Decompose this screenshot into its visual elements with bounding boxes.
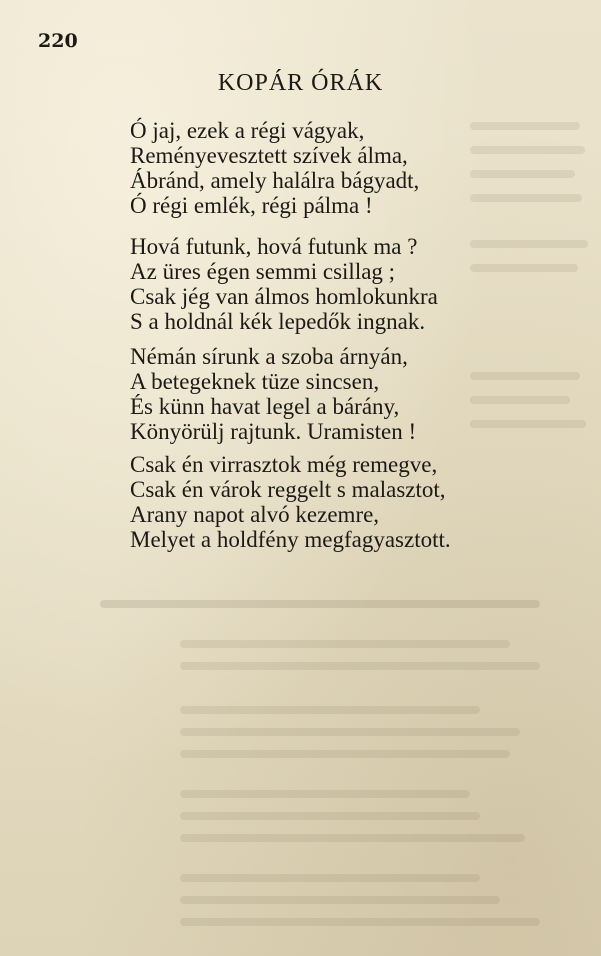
stanza-4 <box>130 452 451 552</box>
poem-line: S a holdnál kék lepedők ingnak. <box>130 309 426 334</box>
poem-title: KOPÁR ÓRÁK <box>217 70 384 96</box>
poem-line: Az üres égen semmi csillag ; <box>130 259 396 284</box>
poem-line: Csak én virrasztok még remegve, <box>130 452 438 477</box>
stanza-3 <box>130 344 416 444</box>
poem-line: És künn havat legel a bárány, <box>130 394 400 419</box>
poem-line: Ó jaj, ezek a régi vágyak, <box>130 118 365 143</box>
poem-line: Csak én várok reggelt s malasztot, <box>130 477 446 502</box>
page-number: 220 <box>38 30 78 52</box>
poem-line: Reményevesztett szívek álma, <box>130 143 408 168</box>
poem-line: Melyet a holdfény megfagyasztott. <box>130 527 451 552</box>
poem-line: Ó régi emlék, régi pálma ! <box>130 193 373 218</box>
poem-line: A betegeknek tüze sincsen, <box>130 369 380 394</box>
stanza-2 <box>130 234 438 334</box>
stanza-1 <box>130 118 419 218</box>
poem-line: Ábránd, amely halálra bágyadt, <box>130 168 420 193</box>
poem-line: Csak jég van álmos homlokunkra <box>130 284 438 309</box>
poem-line: Hová futunk, hová futunk ma ? <box>130 234 418 259</box>
poem-line: Némán sírunk a szoba árnyán, <box>130 344 408 369</box>
poem-line: Arany napot alvó kezemre, <box>130 502 380 527</box>
poem-line: Könyörülj rajtunk. Uramisten ! <box>130 419 417 444</box>
